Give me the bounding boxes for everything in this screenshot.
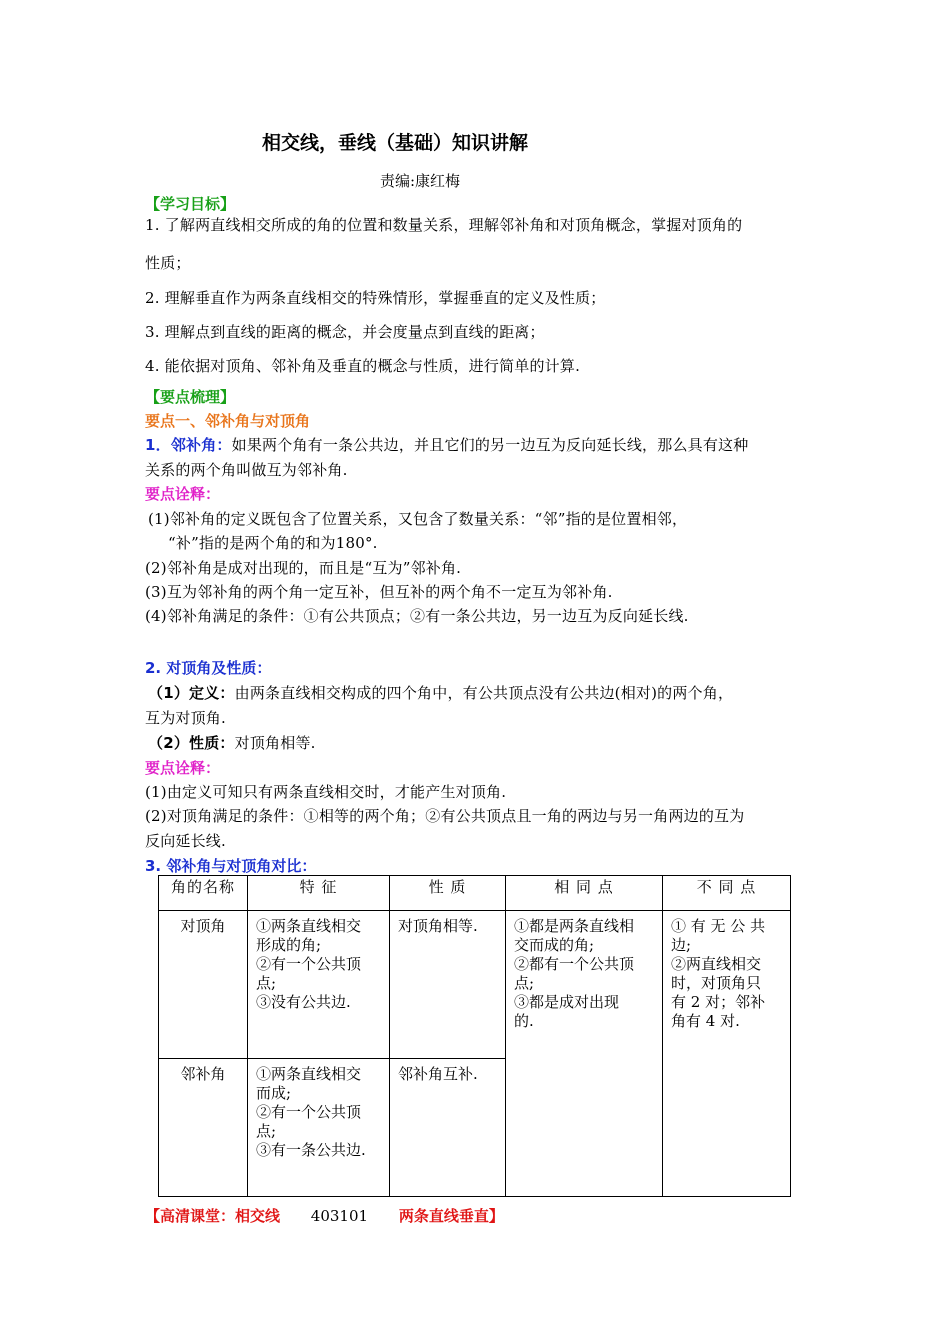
table-header-cell: 相 同 点 <box>506 876 663 911</box>
table-row <box>159 911 791 1059</box>
cell-line: ③有一条公共边. <box>256 1141 366 1159</box>
objective-item: 4. 能依据对顶角、邻补角及垂直的概念与性质，进行简单的计算. <box>145 357 581 375</box>
table-cell <box>248 911 390 1059</box>
definition-line <box>148 682 733 703</box>
paragraph-adjacent-angle <box>145 434 748 455</box>
definition-text: 由两条直线相交构成的四个角中，有公共顶点没有公共边(相对)的两个角， <box>234 684 734 702</box>
cell-line: 点; <box>256 1122 277 1140</box>
objective-item: 2. 理解垂直作为两条直线相交的特殊情形，掌握垂直的定义及性质； <box>145 289 606 307</box>
table-cell: 对顶角相等. <box>390 911 506 1059</box>
author-line: 责编:康红梅 <box>380 172 461 190</box>
cell-line: 形成的角; <box>256 936 322 954</box>
term-label: 1．邻补角： <box>145 436 232 454</box>
table-header-cell: 不 同 点 <box>663 876 791 911</box>
table-cell <box>663 911 791 1197</box>
cell-line: 的. <box>514 1012 534 1030</box>
note-item: 反向延长线. <box>145 832 226 850</box>
cell-line: ②两直线相交 <box>671 955 762 973</box>
cell-line: 点; <box>256 974 277 992</box>
cell-line: 角有 4 对. <box>671 1012 740 1030</box>
property-line <box>148 732 316 753</box>
footer-code: 403101 <box>310 1207 369 1225</box>
objectives-heading: 【学习目标】 <box>145 195 236 213</box>
keypoints-heading: 【要点梳理】 <box>145 388 236 406</box>
property-label: （2）性质： <box>148 734 235 752</box>
definition-text: 互为对顶角. <box>145 709 226 727</box>
note-item: (2)邻补角是成对出现的，而且是“互为”邻补角. <box>145 559 462 577</box>
definition-label: （1）定义： <box>148 684 235 702</box>
cell-line: 点; <box>514 974 535 992</box>
note-heading: 要点诠释： <box>145 759 221 777</box>
cell-line: 交而成的角; <box>514 936 595 954</box>
subsection-heading: 2. 对顶角及性质： <box>145 659 272 677</box>
page-title: 相交线，垂线（基础）知识讲解 <box>262 132 529 154</box>
cell-line: ②有一个公共顶 <box>256 955 362 973</box>
cell-line: ②都有一个公共顶 <box>514 955 635 973</box>
cell-line: 有 2 对；邻补 <box>671 993 766 1011</box>
note-item: (1)由定义可知只有两条直线相交时，才能产生对顶角. <box>145 783 507 801</box>
cell-line: ①两条直线相交 <box>256 917 362 935</box>
note-heading: 要点诠释： <box>145 485 221 503</box>
paragraph-text: 关系的两个角叫做互为邻补角. <box>145 461 348 479</box>
cell-line: ①两条直线相交 <box>256 1065 362 1083</box>
note-item: (3)互为邻补角的两个角一定互补，但互补的两个角不一定互为邻补角. <box>145 583 613 601</box>
note-item: (1)邻补角的定义既包含了位置关系，又包含了数量关系：“邻”指的是位置相邻， <box>148 510 688 528</box>
table-header-cell: 角的名称 <box>159 876 248 911</box>
table-header-cell: 特 征 <box>248 876 390 911</box>
objective-item: 3. 理解点到直线的距离的概念，并会度量点到直线的距离； <box>145 323 545 341</box>
note-item: “补”指的是两个角的和为180°. <box>168 534 378 552</box>
note-item: (4)邻补角满足的条件：①有公共顶点；②有一条公共边，另一边互为反向延长线. <box>145 607 689 625</box>
table-header-row <box>159 876 791 911</box>
cell-line: 而成; <box>256 1084 292 1102</box>
objective-item: 1. 了解两直线相交所成的角的位置和数量关系，理解邻补角和对顶角概念，掌握对顶角的 <box>145 216 743 234</box>
paragraph-text: 如果两个角有一条公共边，并且它们的另一边互为反向延长线，那么具有这种 <box>231 436 749 454</box>
cell-line: 边; <box>671 936 692 954</box>
cell-line: ②有一个公共顶 <box>256 1103 362 1121</box>
table-cell: 邻补角互补. <box>390 1059 506 1197</box>
comparison-table <box>158 875 791 1197</box>
table-cell: 邻补角 <box>159 1059 248 1197</box>
table-cell: 对顶角 <box>159 911 248 1059</box>
property-text: 对顶角相等. <box>234 734 316 752</box>
table-header-cell: 性 质 <box>390 876 506 911</box>
cell-line: ③都是成对出现 <box>514 993 620 1011</box>
cell-line: ① 有 无 公 共 <box>671 917 766 935</box>
note-item: (2)对顶角满足的条件：①相等的两个角；②有公共顶点且一角的两边与另一角两边的互为 <box>145 807 745 825</box>
footer-label: 【高清课堂：相交线 <box>145 1207 281 1225</box>
footer-link-line <box>145 1205 504 1226</box>
cell-line: ③没有公共边. <box>256 993 351 1011</box>
objective-item: 性质； <box>145 254 191 272</box>
section-heading: 要点一、邻补角与对顶角 <box>145 412 311 430</box>
cell-line: 时，对顶角只 <box>671 974 762 992</box>
table-cell <box>506 911 663 1197</box>
subsection-heading: 3. 邻补角与对顶角对比： <box>145 857 317 875</box>
table-cell <box>248 1059 390 1197</box>
footer-label: 两条直线垂直】 <box>398 1207 504 1225</box>
cell-line: ①都是两条直线相 <box>514 917 635 935</box>
